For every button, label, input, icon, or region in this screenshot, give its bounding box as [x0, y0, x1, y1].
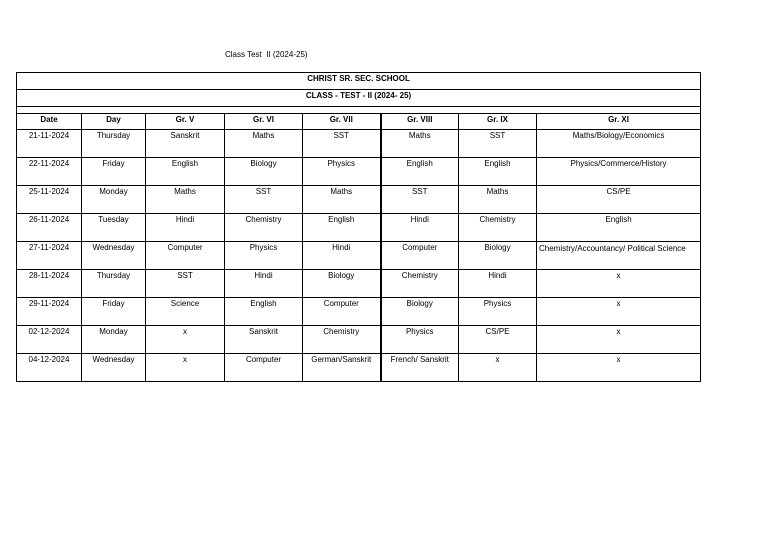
column-header-grade-viii: Gr. VIII	[381, 114, 459, 130]
day-cell: Monday	[82, 186, 146, 214]
document-caption: Class Test II (2024-25)	[225, 50, 308, 59]
grade-v-cell: Science	[146, 298, 225, 326]
grade-vii-cell: English	[303, 214, 381, 242]
grade-vi-cell: Maths	[225, 130, 303, 158]
date-cell: 28-11-2024	[17, 270, 82, 298]
grade-vi-cell: Chemistry	[225, 214, 303, 242]
grade-vii-cell: Hindi	[303, 242, 381, 270]
day-cell: Wednesday	[82, 242, 146, 270]
table-row	[17, 326, 701, 354]
day-cell: Friday	[82, 158, 146, 186]
date-cell: 22-11-2024	[17, 158, 82, 186]
grade-xi-cell: CS/PE	[537, 186, 701, 214]
grade-vii-cell: Computer	[303, 298, 381, 326]
grade-v-cell: Computer	[146, 242, 225, 270]
grade-v-cell: x	[146, 326, 225, 354]
grade-ix-cell: Maths	[459, 186, 537, 214]
table-row	[17, 186, 701, 214]
grade-ix-cell: SST	[459, 130, 537, 158]
grade-viii-cell: English	[381, 158, 459, 186]
grade-ix-cell: English	[459, 158, 537, 186]
day-cell: Tuesday	[82, 214, 146, 242]
day-cell: Friday	[82, 298, 146, 326]
grade-vii-cell: Maths	[303, 186, 381, 214]
grade-viii-cell: Physics	[381, 326, 459, 354]
date-cell: 04-12-2024	[17, 354, 82, 382]
grade-ix-cell: Biology	[459, 242, 537, 270]
grade-xi-cell: x	[537, 354, 701, 382]
grade-v-cell: Sanskrit	[146, 130, 225, 158]
school-name: CHRIST SR. SEC. SCHOOL	[17, 73, 701, 90]
table-row	[17, 158, 701, 186]
grade-xi-cell: Chemistry/Accountancy/ Political Science	[537, 242, 701, 270]
grade-v-cell: SST	[146, 270, 225, 298]
test-title: CLASS - TEST - II (2024- 25)	[17, 90, 701, 107]
day-cell: Wednesday	[82, 354, 146, 382]
grade-xi-cell: Physics/Commerce/History	[537, 158, 701, 186]
day-cell: Thursday	[82, 270, 146, 298]
grade-xi-cell: English	[537, 214, 701, 242]
grade-v-cell: x	[146, 354, 225, 382]
exam-schedule-table	[16, 72, 701, 382]
spacer-row	[17, 107, 701, 114]
date-cell: 29-11-2024	[17, 298, 82, 326]
table-row	[17, 130, 701, 158]
grade-ix-cell: Physics	[459, 298, 537, 326]
grade-viii-cell: Chemistry	[381, 270, 459, 298]
grade-viii-cell: Maths	[381, 130, 459, 158]
grade-v-cell: English	[146, 158, 225, 186]
column-header-grade-ix: Gr. IX	[459, 114, 537, 130]
grade-viii-cell: Computer	[381, 242, 459, 270]
grade-v-cell: Hindi	[146, 214, 225, 242]
column-header-grade-v: Gr. V	[146, 114, 225, 130]
column-header-grade-vi: Gr. VI	[225, 114, 303, 130]
grade-xi-cell: x	[537, 298, 701, 326]
grade-ix-cell: Chemistry	[459, 214, 537, 242]
grade-xi-cell: x	[537, 326, 701, 354]
grade-vi-cell: Physics	[225, 242, 303, 270]
table-row	[17, 270, 701, 298]
grade-vi-cell: Sanskrit	[225, 326, 303, 354]
date-cell: 02-12-2024	[17, 326, 82, 354]
column-header-grade-xi: Gr. XI	[537, 114, 701, 130]
grade-viii-cell: Hindi	[381, 214, 459, 242]
grade-vii-cell: German/Sanskrit	[303, 354, 381, 382]
grade-ix-cell: CS/PE	[459, 326, 537, 354]
header-row	[17, 114, 701, 130]
grade-viii-cell: Biology	[381, 298, 459, 326]
grade-vi-cell: Hindi	[225, 270, 303, 298]
grade-vii-cell: Biology	[303, 270, 381, 298]
day-cell: Thursday	[82, 130, 146, 158]
grade-vi-cell: SST	[225, 186, 303, 214]
date-cell: 26-11-2024	[17, 214, 82, 242]
grade-ix-cell: Hindi	[459, 270, 537, 298]
table-row	[17, 298, 701, 326]
grade-viii-cell: SST	[381, 186, 459, 214]
grade-vii-cell: SST	[303, 130, 381, 158]
grade-vi-cell: Computer	[225, 354, 303, 382]
grade-viii-cell: French/ Sanskrit	[381, 354, 459, 382]
grade-xi-cell: x	[537, 270, 701, 298]
column-header-date: Date	[17, 114, 82, 130]
grade-vi-cell: Biology	[225, 158, 303, 186]
grade-vii-cell: Chemistry	[303, 326, 381, 354]
column-header-day: Day	[82, 114, 146, 130]
table-row	[17, 354, 701, 382]
schedule-body	[17, 130, 701, 382]
day-cell: Monday	[82, 326, 146, 354]
column-header-grade-vii: Gr. VII	[303, 114, 381, 130]
grade-v-cell: Maths	[146, 186, 225, 214]
date-cell: 27-11-2024	[17, 242, 82, 270]
grade-ix-cell: x	[459, 354, 537, 382]
date-cell: 25-11-2024	[17, 186, 82, 214]
table-row	[17, 242, 701, 270]
grade-vii-cell: Physics	[303, 158, 381, 186]
grade-vi-cell: English	[225, 298, 303, 326]
date-cell: 21-11-2024	[17, 130, 82, 158]
grade-xi-cell: Maths/Biology/Economics	[537, 130, 701, 158]
table-row	[17, 214, 701, 242]
